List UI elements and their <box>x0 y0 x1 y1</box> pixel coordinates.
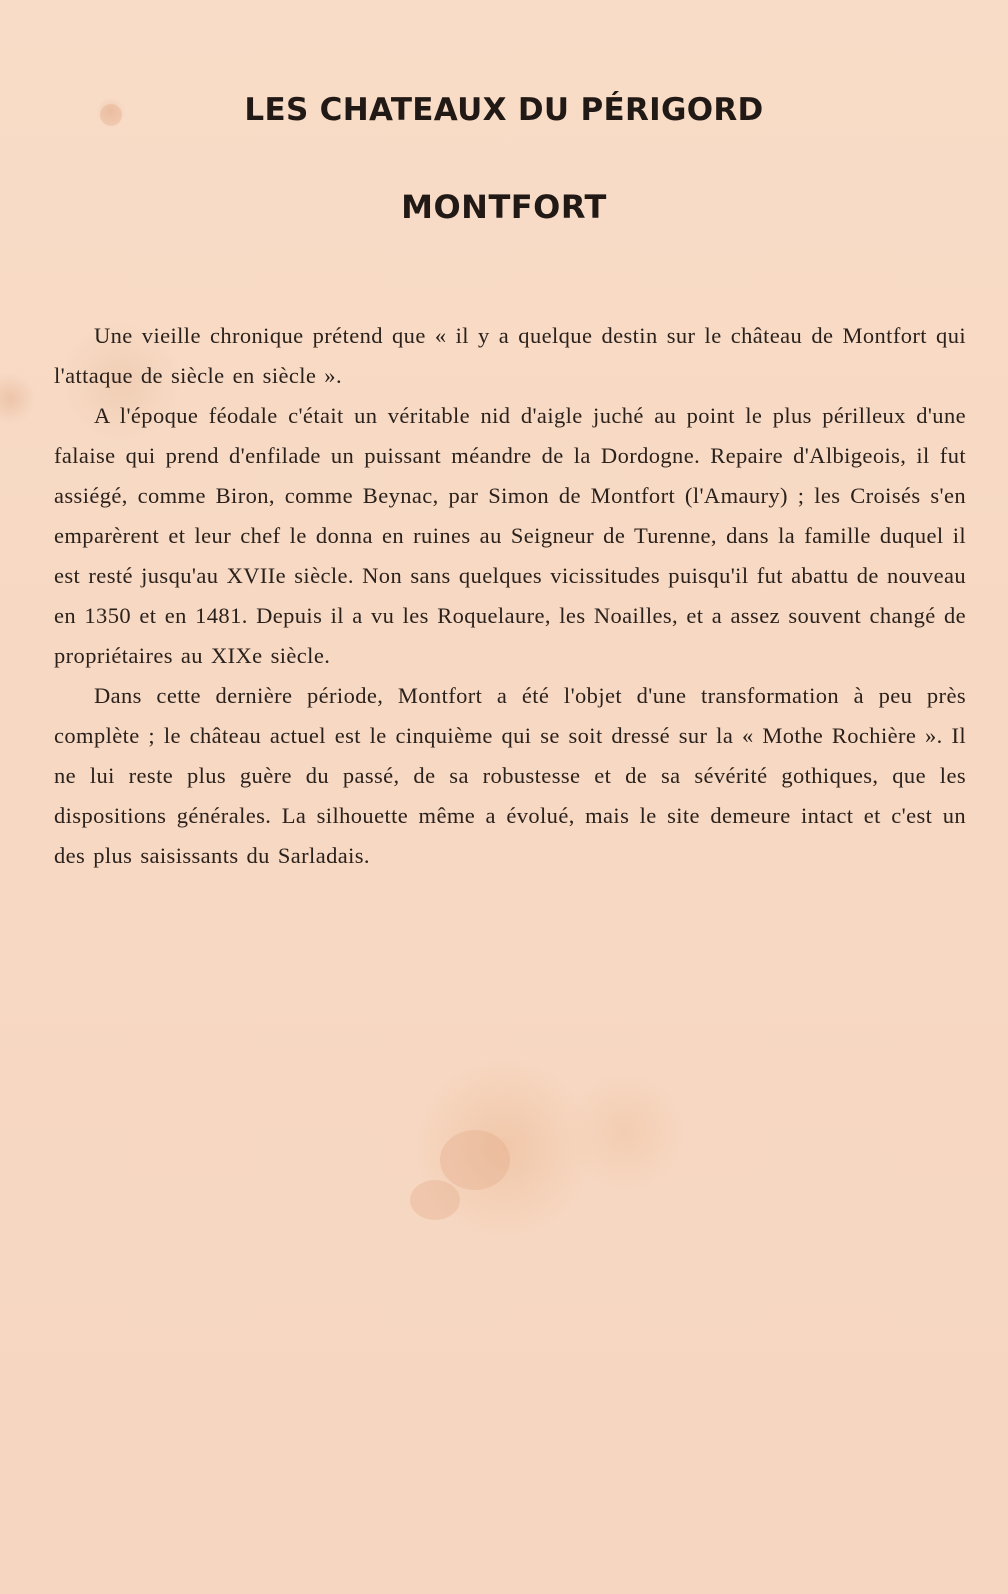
paragraph-1: Une vieille chronique prétend que « il y a quelque destin sur le château de Montfort qui l'attaque de siècle en siècle ». <box>54 323 966 388</box>
castle-name-heading: MONTFORT <box>401 188 607 226</box>
series-title: LES CHATEAUX DU PÉRIGORD <box>244 92 764 128</box>
paper-stain <box>440 1130 510 1190</box>
paragraph-3: Dans cette dernière période, Montfort a été l'objet d'une transformation à peu près complète ; le château actuel est le cinquième qui se soit dressé sur la « Mothe Rochière ». Il ne lui reste plus guère du passé, de sa robustesse et de sa sévérité gothiques, que les dispositions générales. La silhouette même a évolué, mais le site demeure intact et c'est un des plus saisissants du Sarladais. <box>54 683 966 868</box>
body-text <box>54 316 966 876</box>
paragraph-2: A l'époque féodale c'était un véritable nid d'aigle juché au point le plus périlleux d'une falaise qui prend d'enfilade un puissant méandre de la Dordogne. Repaire d'Albigeois, il fut assiégé, comme Biron, comme Beynac, par Simon de Montfort (l'Amaury) ; les Croisés s'en emparèrent et leur chef le donna en ruines au Seigneur de Turenne, dans la famille duquel il est resté jusqu'au XVIIe siècle. Non sans quelques vicissitudes puisqu'il fut abattu de nouveau en 1350 et en 1481. Depuis il a vu les Roquelaure, les Noailles, et a assez souvent changé de propriétaires au XIXe siècle. <box>54 403 966 668</box>
paper-stain <box>410 1180 460 1220</box>
